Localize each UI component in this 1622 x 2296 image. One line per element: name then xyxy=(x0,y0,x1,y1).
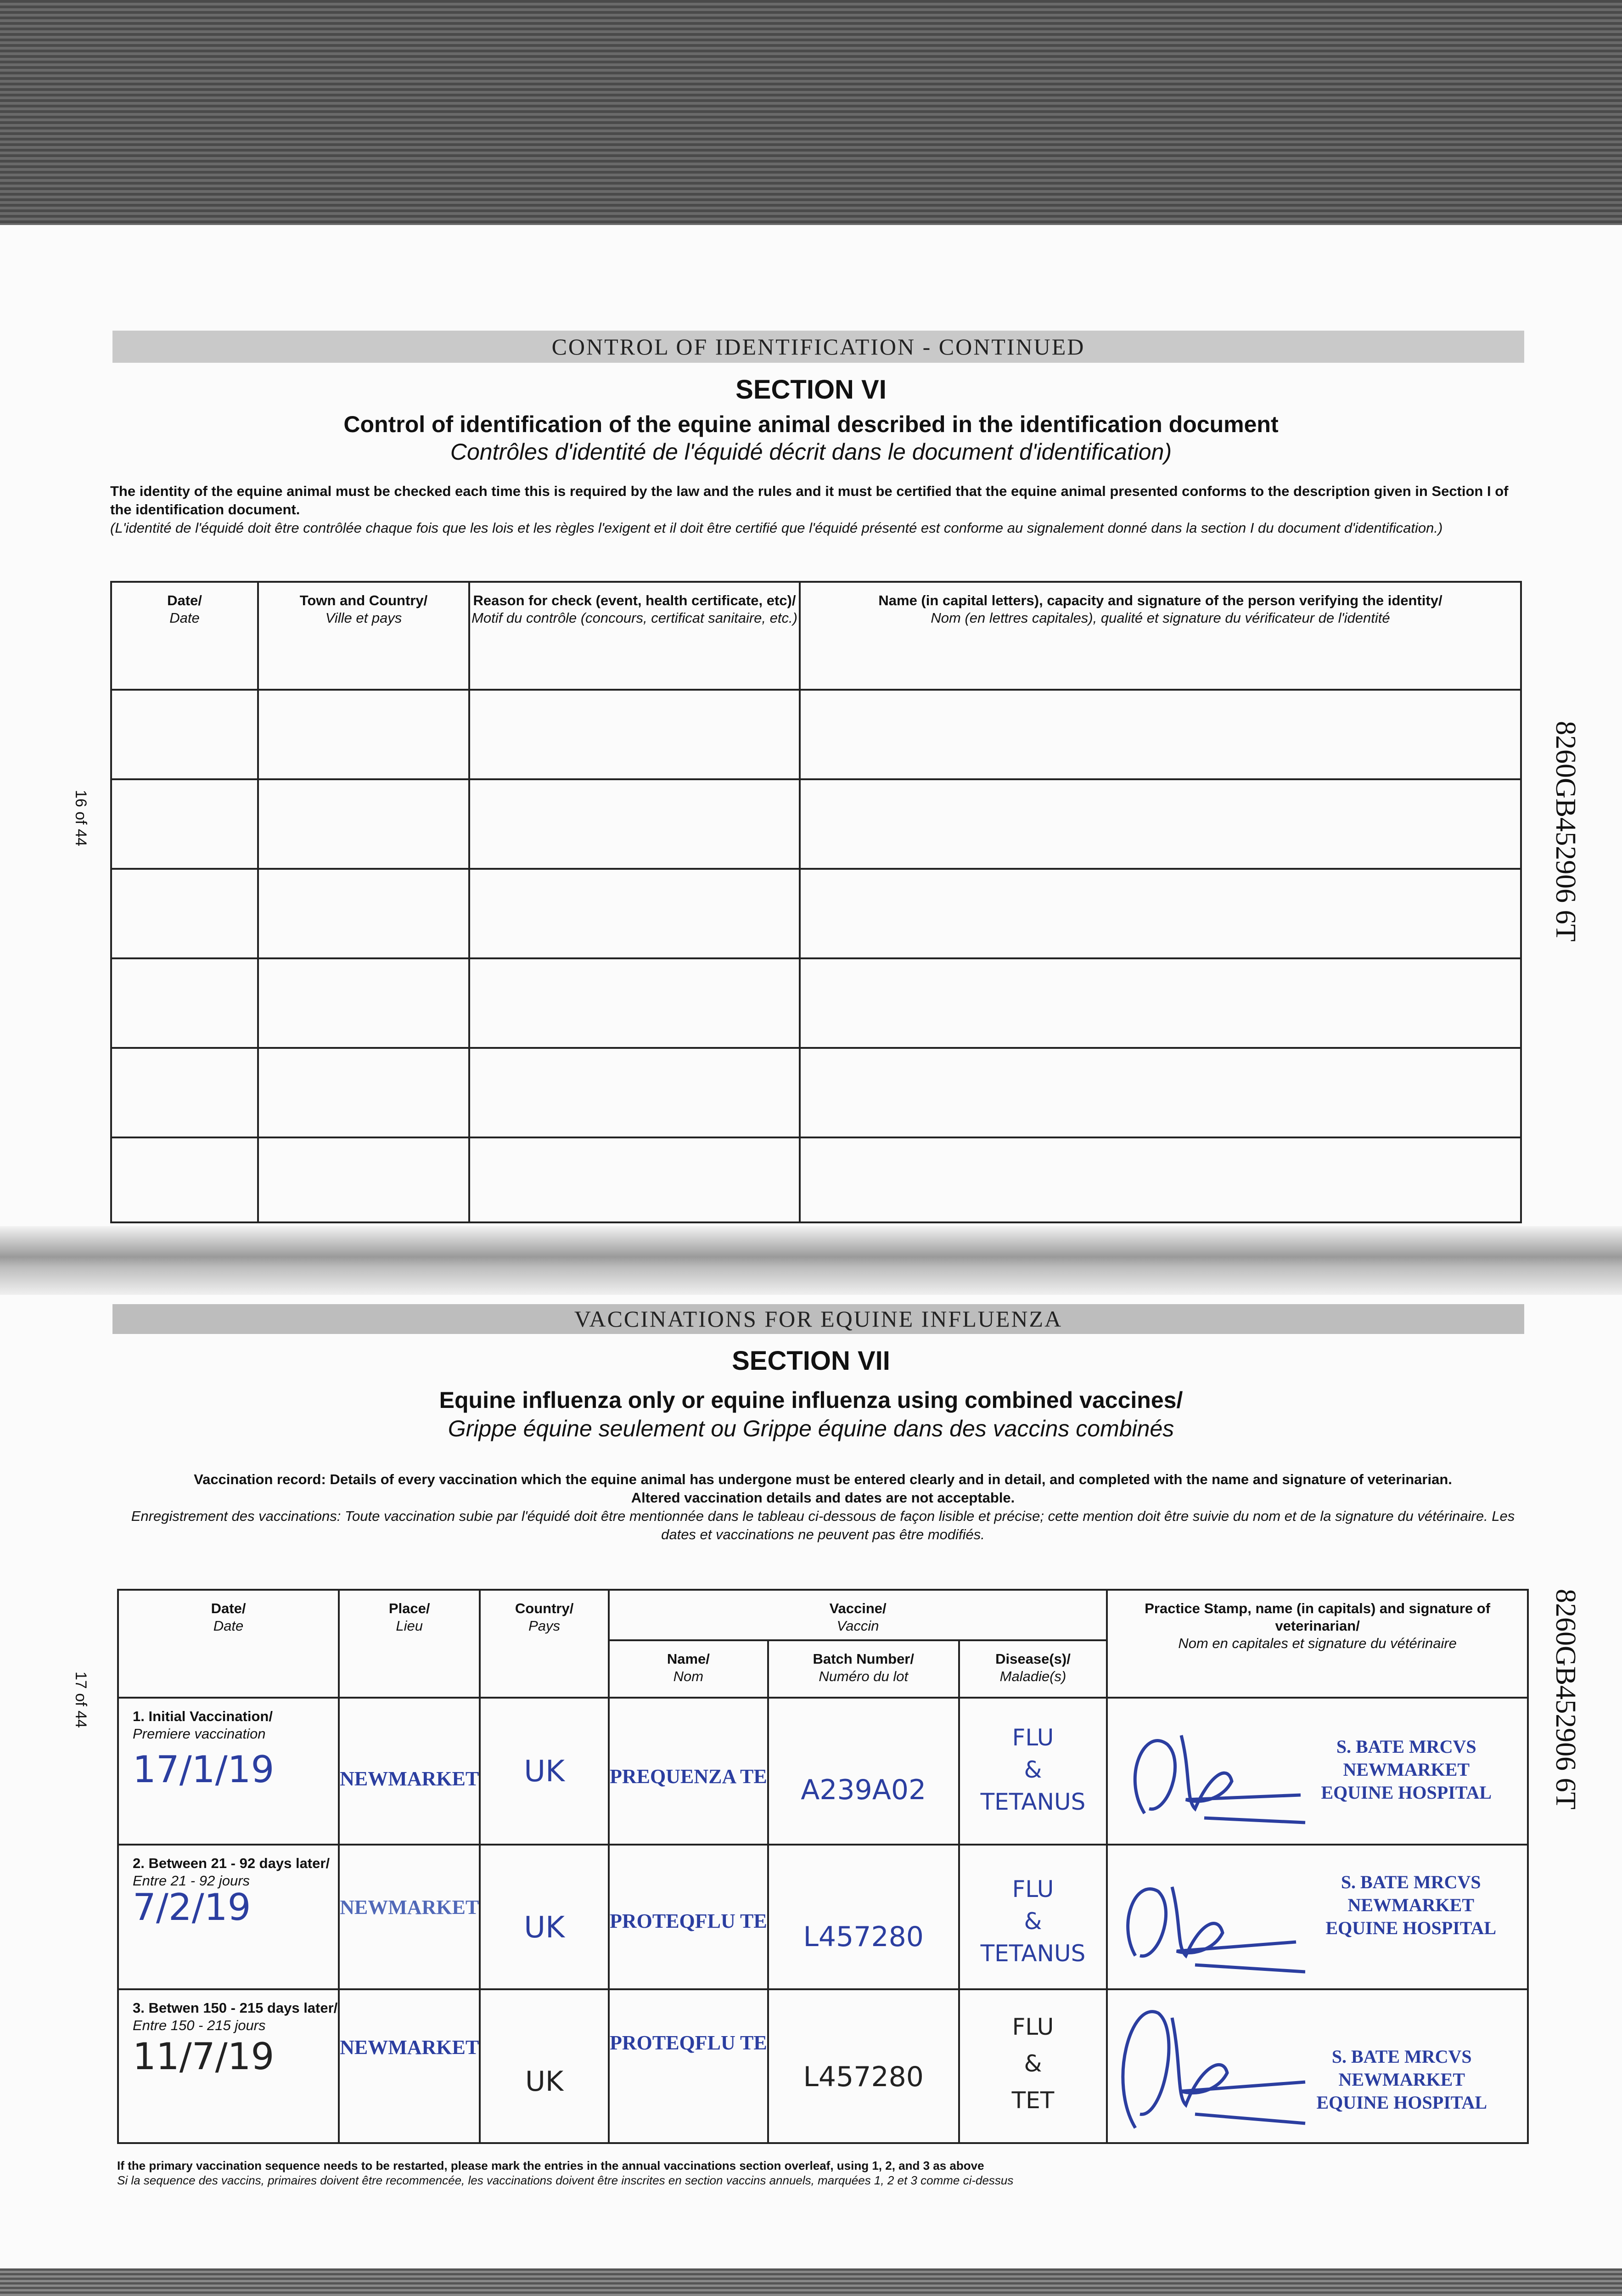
col-reason: Reason for check (event, health certificate, etc)/ Motif du contrôle (concours, certificat sanitaire, etc.) xyxy=(469,582,800,690)
table-row xyxy=(111,958,1521,1048)
place-entry: NEWMARKET xyxy=(340,2036,479,2059)
vaccination-row-1 xyxy=(118,1698,1528,1845)
vaccination-row-2 xyxy=(118,1845,1528,1989)
col-disease: Disease(s)/ Maladie(s) xyxy=(959,1640,1107,1698)
batch-entry: L457280 xyxy=(803,2061,924,2093)
table-cell xyxy=(339,1989,480,2143)
date-entry: 17/1/19 xyxy=(133,1748,275,1791)
section-heading-fr: Contrôles d'identité de l'équidé décrit dans le document d'identification) xyxy=(450,439,1172,465)
table-cell xyxy=(768,1989,959,2143)
col-batch: Batch Number/ Numéro du lot xyxy=(768,1640,959,1698)
table-cell xyxy=(480,1845,609,1989)
table-cell xyxy=(800,779,1521,869)
scanner-edge-bottom xyxy=(0,2268,1622,2296)
country-entry: UK xyxy=(525,2065,564,2098)
table-cell xyxy=(469,1048,800,1137)
batch-entry: L457280 xyxy=(803,1921,924,1953)
batch-entry: A239A02 xyxy=(801,1774,926,1806)
table-row xyxy=(111,1137,1521,1222)
stamp-line: S. BATE MRCVS xyxy=(1331,2046,1472,2067)
table-cell xyxy=(800,958,1521,1048)
vaccine-name-entry: PROTEQFLU TE xyxy=(609,1910,767,1932)
col-vaccine: Vaccine/ Vaccin xyxy=(609,1590,1107,1640)
disease-entry: FLU xyxy=(1012,1724,1054,1751)
passport-id: 8260GB452906 6T xyxy=(1550,721,1581,942)
signature-icon xyxy=(1117,1708,1310,1836)
vet-stamp-cell: S. BATE MRCVS NEWMARKET EQUINE HOSPITAL xyxy=(1107,1989,1528,2143)
table-cell xyxy=(609,1845,768,1989)
table-cell xyxy=(768,1845,959,1989)
intro-text-fr: Enregistrement des vaccinations: Toute vaccination subie par l'équidé doit être mentionnée dans le tableau ci-dessous de façon lisible et précise; cette mention doit être suivie du nom et de la signature du vétérinaire. Les dates et vaccinations ne peuvent pas être modifiés. xyxy=(131,1508,1515,1542)
col-country: Country/ Pays xyxy=(480,1590,609,1698)
table-cell xyxy=(258,690,469,779)
date-entry: 11/7/19 xyxy=(133,2035,275,2078)
table-cell xyxy=(111,1137,258,1222)
table-cell: 2. Between 21 - 92 days later/ Entre 21 - 92 jours 7/2/19 xyxy=(118,1845,339,1989)
col-verifier: Name (in capital letters), capacity and signature of the person verifying the identity/ Nom (en lettres capitales), qualité et signature du vérificateur de l'identité xyxy=(800,582,1521,690)
vaccination-table xyxy=(117,1589,1529,2144)
col-vet: Practice Stamp, name (in capitals) and signature of veterinarian/ Nom en capitales et signature du vétérinaire xyxy=(1107,1590,1528,1698)
table-cell xyxy=(111,1048,258,1137)
table-row xyxy=(111,690,1521,779)
table-cell xyxy=(118,1590,1528,1640)
country-entry: UK xyxy=(524,1911,565,1945)
table-cell xyxy=(800,869,1521,958)
signature-icon xyxy=(1112,1864,1305,1983)
passport-id: 8260GB452906 6T xyxy=(1550,1589,1581,1810)
intro-text-fr: (L'identité de l'équidé doit être contrôlée chaque fois que les lois et les règles l'exigent et il doit être certifié que l'équidé présenté est conforme au signalement donné dans la section I du document d'identification.) xyxy=(110,520,1443,536)
table-cell xyxy=(469,690,800,779)
table-cell xyxy=(111,869,258,958)
disease-entry: FLU xyxy=(1012,1876,1054,1902)
page-17 xyxy=(0,1295,1622,2268)
table-cell xyxy=(800,1137,1521,1222)
section-heading: Equine influenza only or equine influenza using combined vaccines/ xyxy=(439,1387,1183,1413)
section-heading-fr: Grippe équine seulement ou Grippe équine dans des vaccins combinés xyxy=(448,1416,1174,1441)
col-date: Date/ Date xyxy=(118,1590,339,1698)
signature-icon xyxy=(1108,1990,1310,2137)
col-place: Place/ Lieu xyxy=(339,1590,480,1698)
book-gutter xyxy=(0,1226,1622,1295)
section-title: SECTION VI xyxy=(735,375,887,405)
table-cell: 3. Betwen 150 - 215 days later/ Entre 150 - 215 jours 11/7/19 xyxy=(118,1989,339,2143)
section-heading: Control of identification of the equine animal described in the identification document xyxy=(343,411,1279,437)
country-entry: UK xyxy=(524,1755,565,1789)
table-cell: FLU & TETANUS xyxy=(959,1698,1107,1845)
table-row xyxy=(111,779,1521,869)
vet-stamp-cell: S. BATE MRCVS NEWMARKET EQUINE HOSPITAL xyxy=(1107,1698,1528,1845)
table-cell xyxy=(339,1845,480,1989)
col-town: Town and Country/ Ville et pays xyxy=(258,582,469,690)
vaccination-row-3 xyxy=(118,1989,1528,2143)
table-cell: FLU & TETANUS xyxy=(959,1845,1107,1989)
section-banner: VACCINATIONS FOR EQUINE INFLUENZA xyxy=(112,1304,1524,1334)
table-cell xyxy=(258,1048,469,1137)
table-cell xyxy=(339,1698,480,1845)
table-cell xyxy=(258,958,469,1048)
place-entry: NEWMARKET xyxy=(340,1896,479,1919)
table-cell xyxy=(258,779,469,869)
scanner-edge-top xyxy=(0,0,1622,225)
footer-note-fr: Si la sequence des vaccins, primaires doivent être recommencée, les vaccinations doivent être inscrites en section vaccins annuels, marquées 1, 2 et 3 comme ci-dessus xyxy=(117,2173,1014,2187)
table-cell xyxy=(768,1698,959,1845)
intro-text-2: Altered vaccination details and dates are not acceptable. xyxy=(631,1490,1015,1506)
vaccine-name-entry: PREQUENZA TE xyxy=(609,1765,767,1788)
table-cell xyxy=(258,869,469,958)
table-cell xyxy=(800,690,1521,779)
table-cell xyxy=(111,779,258,869)
table-cell xyxy=(480,1989,609,2143)
identification-table xyxy=(110,581,1522,1223)
col-vaccine-name: Name/ Nom xyxy=(609,1640,768,1698)
table-cell xyxy=(609,1698,768,1845)
intro-text: The identity of the equine animal must be checked each time this is required by the law and the rules and it must be certified that the equine animal presented conforms to the description given in Section I of the identification document. xyxy=(110,483,1509,518)
table-cell xyxy=(469,1137,800,1222)
page-16 xyxy=(0,225,1622,1226)
vet-stamp-cell: S. BATE MRCVS NEWMARKET EQUINE HOSPITAL xyxy=(1107,1845,1528,1989)
table-cell: 1. Initial Vaccination/ Premiere vaccination 17/1/19 xyxy=(118,1698,339,1845)
table-cell xyxy=(469,869,800,958)
table-cell xyxy=(111,958,258,1048)
table-cell xyxy=(469,958,800,1048)
section-banner: CONTROL OF IDENTIFICATION - CONTINUED xyxy=(112,331,1524,363)
table-cell xyxy=(111,690,258,779)
table-cell: FLU & TET xyxy=(959,1989,1107,2143)
table-cell xyxy=(258,1137,469,1222)
section-title: SECTION VII xyxy=(732,1346,890,1376)
footer-note: If the primary vaccination sequence needs to be restarted, please mark the entries in the annual vaccinations section overleaf, using 1, 2, and 3 as above xyxy=(117,2159,984,2172)
page-number: 17 of 44 xyxy=(72,1671,90,1728)
stamp-line: S. BATE MRCVS xyxy=(1341,1872,1481,1892)
table-cell xyxy=(111,582,1521,690)
place-entry: NEWMARKET xyxy=(340,1767,479,1790)
table-cell xyxy=(480,1698,609,1845)
table-cell xyxy=(609,1989,768,2143)
stamp-line: S. BATE MRCVS xyxy=(1336,1736,1476,1757)
vaccine-name-entry: PROTEQFLU TE xyxy=(609,2032,767,2054)
page-number: 16 of 44 xyxy=(72,790,90,846)
disease-entry: FLU xyxy=(1012,2014,1054,2040)
intro-text: Vaccination record: Details of every vaccination which the equine animal has undergone must be entered clearly and in detail, and completed with the name and signature of veterinarian. xyxy=(194,1471,1452,1487)
table-cell xyxy=(469,779,800,869)
col-date: Date/ Date xyxy=(111,582,258,690)
table-row xyxy=(111,869,1521,958)
table-cell xyxy=(800,1048,1521,1137)
date-entry: 7/2/19 xyxy=(133,1886,251,1929)
table-row xyxy=(111,1048,1521,1137)
